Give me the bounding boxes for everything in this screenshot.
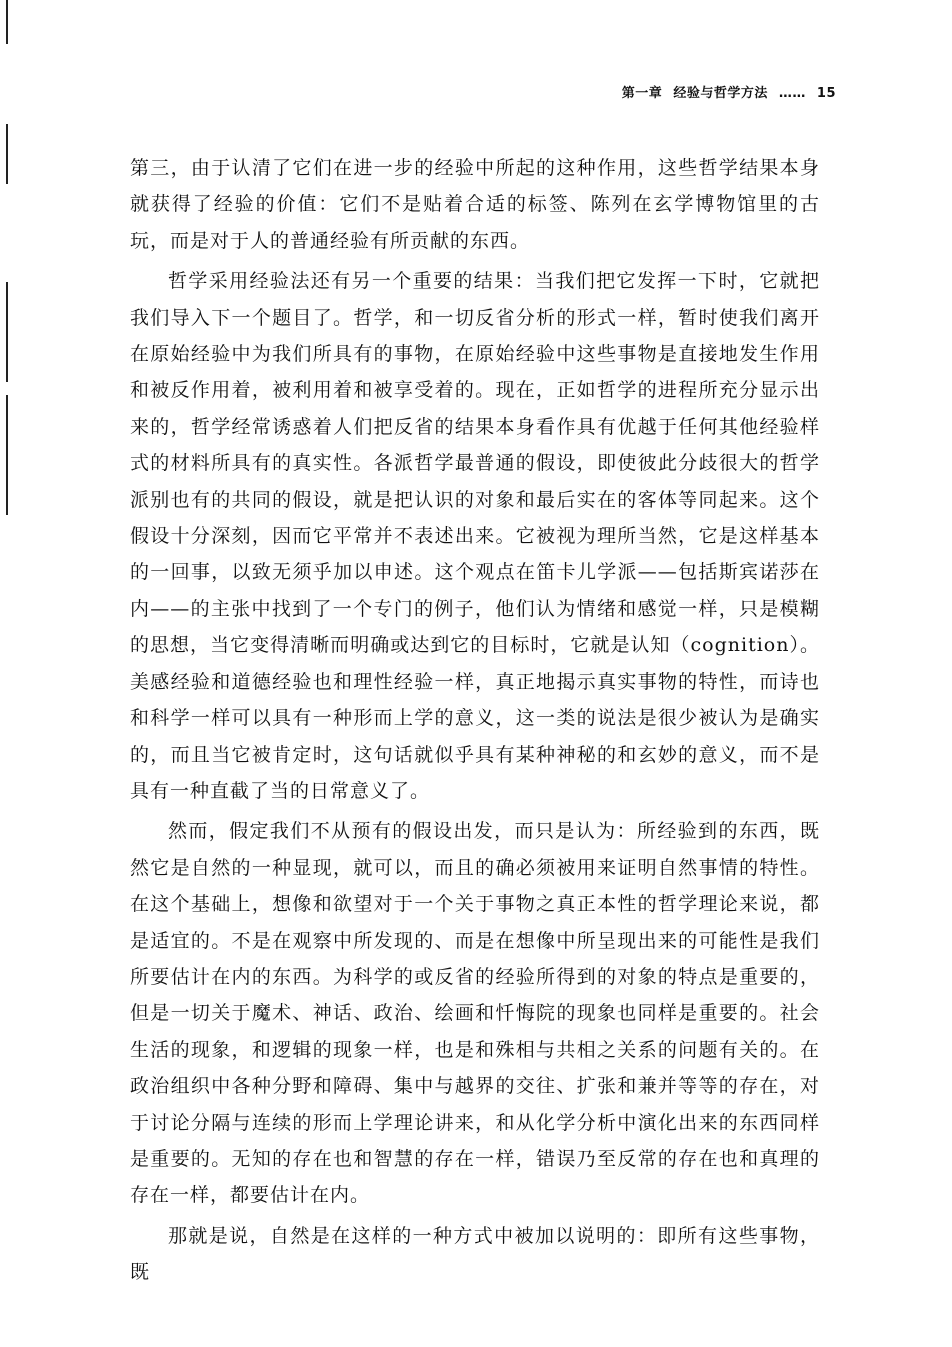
running-header [616,82,836,101]
header-leader-dots: …… [778,86,806,101]
paragraph: 那就是说，自然是在这样的一种方式中被加以说明的：即所有这些事物，既 [130,1224,820,1284]
page-number: 15 [816,86,836,101]
binding-edge-mark [6,124,8,184]
binding-edge-mark [6,0,8,44]
paragraph: 哲学采用经验法还有另一个重要的结果：当我们把它发挥一下时，它就把我们导入下一个题目了。哲学，和一切反省分析的形式一样，暂时使我们离开在原始经验中为我们所具有的事物，在原始经验中这些事物是直接地发生作用和被反作用着，被利用着和被享受着的。现在，正如哲学的进程所充分显示出来的，哲学经常诱惑着人们把反省的结果本身看作具有优越于任何其他经验样式的材料所具有的真实性。各派哲学最普通的假设，即使彼此分歧很大的哲学派别也有的共同的假设，就是把认识的对象和最后实在的客体等同起来。这个假设十分深刻，因而它平常并不表述出来。它被视为理所当然，它是这样基本的一回事，以致无须乎加以申述。这个观点在笛卡儿学派——包括斯宾诺莎在内——的主张中找到了一个专门的例子，他们认为情绪和感觉一样，只是模糊的思想，当它变得清晰而明确或达到它的目标时，它就是认知（cognition）。美感经验和道德经验也和理性经验一样，真正地揭示真实事物的特性，而诗也和科学一样可以具有一种形而上学的意义，这一类的说法是很少被认为是确实的，而且当它被肯定时，这句话就似乎具有某种神秘的和玄妙的意义，而不是具有一种直截了当的日常意义了。 [130,270,820,802]
page-body [130,150,820,1295]
paragraph: 然而，假定我们不从预有的假设出发，而只是认为：所经验到的东西，既然它是自然的一种显现，就可以，而且的确必须被用来证明自然事情的特性。在这个基础上，想像和欲望对于一个关于事物之真正本性的哲学理论来说，都是适宜的。不是在观察中所发现的、而是在想像中所呈现出来的可能性是我们所要估计在内的东西。为科学的或反省的经验所得到的对象的特点是重要的，但是一切关于魔术、神话、政治、绘画和忏悔院的现象也同样是重要的。社会生活的现象，和逻辑的现象一样，也是和殊相与共相之关系的问题有关的。在政治组织中各种分野和障碍、集中与越界的交往、扩张和兼并等等的存在，对于讨论分隔与连续的形而上学理论讲来，和从化学分析中演化出来的东西同样是重要的。无知的存在也和智慧的存在一样，错误乃至反常的存在也和真理的存在一样，都要估计在内。 [130,820,820,1207]
paragraph: 第三，由于认清了它们在进一步的经验中所起的这种作用，这些哲学结果本身就获得了经验的价值：它们不是贴着合适的标签、陈列在玄学博物馆里的古玩，而是对于人的普通经验有所贡献的东西。 [130,157,820,252]
chapter-title: 经验与哲学方法 [673,86,768,101]
binding-edge-mark [6,395,8,515]
binding-edge-mark [6,282,8,382]
chapter-label: 第一章 [621,86,663,101]
